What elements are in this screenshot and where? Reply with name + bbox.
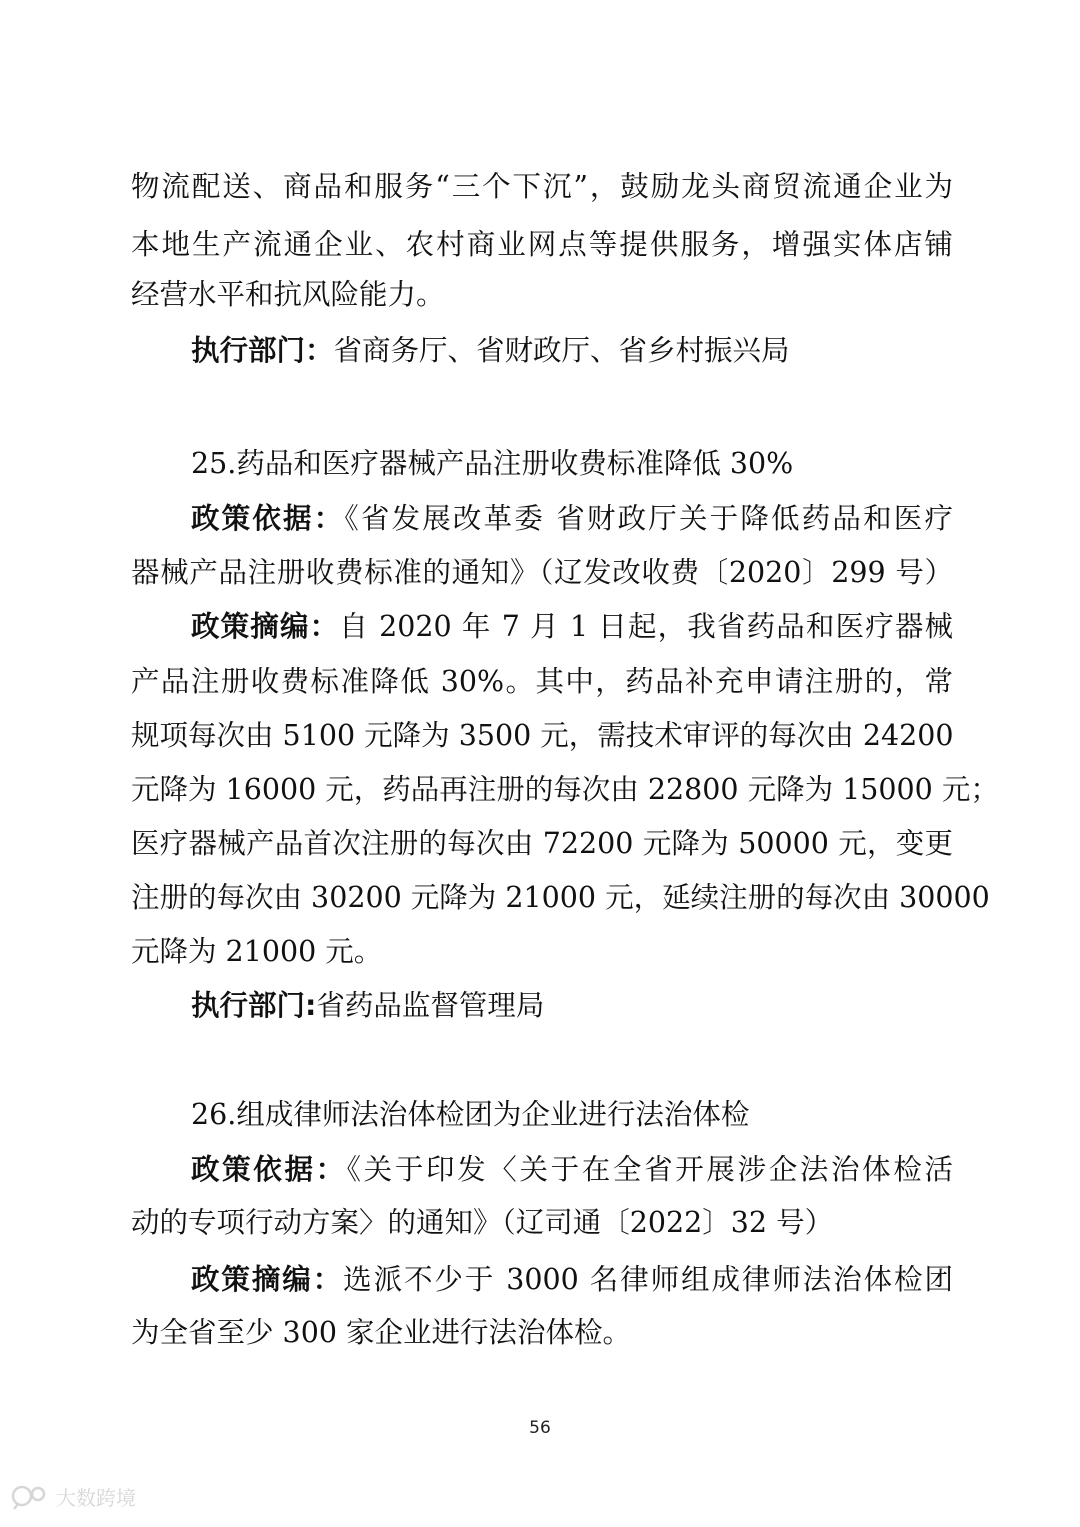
policy-summary-label: 政策摘编： [191,1263,344,1296]
exec-department-line [191,988,953,1024]
policy-summary-line: 为全省至少 300 家企业进行法治体检。 [131,1316,632,1349]
policy-summary-line: 医疗器械产品首次注册的每次由 72200 元降为 50000 元，变更 [131,827,953,860]
policy-basis-label: 政策依据： [191,1153,347,1186]
policy-basis-line: 器械产品注册收费标准的通知》（辽发改收费〔2020〕299 号） [131,556,953,589]
policy-summary-line [191,1262,953,1298]
policy-summary-line: 规项每次由 5100 元降为 3500 元，需技术审评的每次由 24200 [131,719,954,752]
policy-basis-line [191,501,953,537]
policy-summary-line: 注册的每次由 30200 元降为 21000 元，延续注册的每次由 30000 [131,881,990,914]
policy-basis-text: 《省发展改革委 省财政厅关于降低药品和医疗 [344,502,953,535]
section-26-title: 26.组成律师法治体检团为企业进行法治体检 [191,1098,750,1131]
policy-summary-line [191,609,953,645]
watermark [10,1478,136,1514]
paragraph-line: 物流配送、商品和服务“三个下沉”，鼓励龙头商贸流通企业为 [131,170,953,203]
policy-basis-line: 动的专项行动方案〉的通知》（辽司通〔2022〕32 号） [131,1206,834,1239]
watermark-text: 大数跨境 [56,1485,136,1510]
policy-summary-text: 选派不少于 3000 名律师组成律师法治体检团 [343,1263,953,1296]
page-number: 56 [529,1418,551,1438]
exec-department-value: 省商务厅、省财政厅、省乡村振兴局 [333,334,790,367]
exec-department-label: 执行部门: [191,989,317,1022]
policy-summary-line: 产品注册收费标准降低 30%。其中，药品补充申请注册的，常 [131,665,953,698]
policy-basis-text: 《关于印发〈关于在全省开展涉企法治体检活 [346,1153,953,1186]
exec-department-label: 执行部门： [191,334,334,367]
exec-department-value: 省药品监督管理局 [316,989,545,1022]
policy-summary-label: 政策摘编： [191,610,340,643]
watermark-logo-icon [10,1482,52,1510]
policy-summary-line: 元降为 21000 元。 [131,935,383,968]
section-25-title: 25.药品和医疗器械产品注册收费标准降低 30% [191,447,794,480]
policy-basis-label: 政策依据： [191,502,345,535]
policy-summary-text: 自 2020 年 7 月 1 日起，我省药品和医疗器械 [339,610,953,643]
exec-department-line [191,333,953,369]
policy-summary-line: 元降为 16000 元，药品再注册的每次由 22800 元降为 15000 元； [131,773,999,806]
paragraph-line: 经营水平和抗风险能力。 [131,278,445,311]
policy-basis-line [191,1152,953,1188]
paragraph-line: 本地生产流通企业、农村商业网点等提供服务，增强实体店铺 [131,228,953,261]
